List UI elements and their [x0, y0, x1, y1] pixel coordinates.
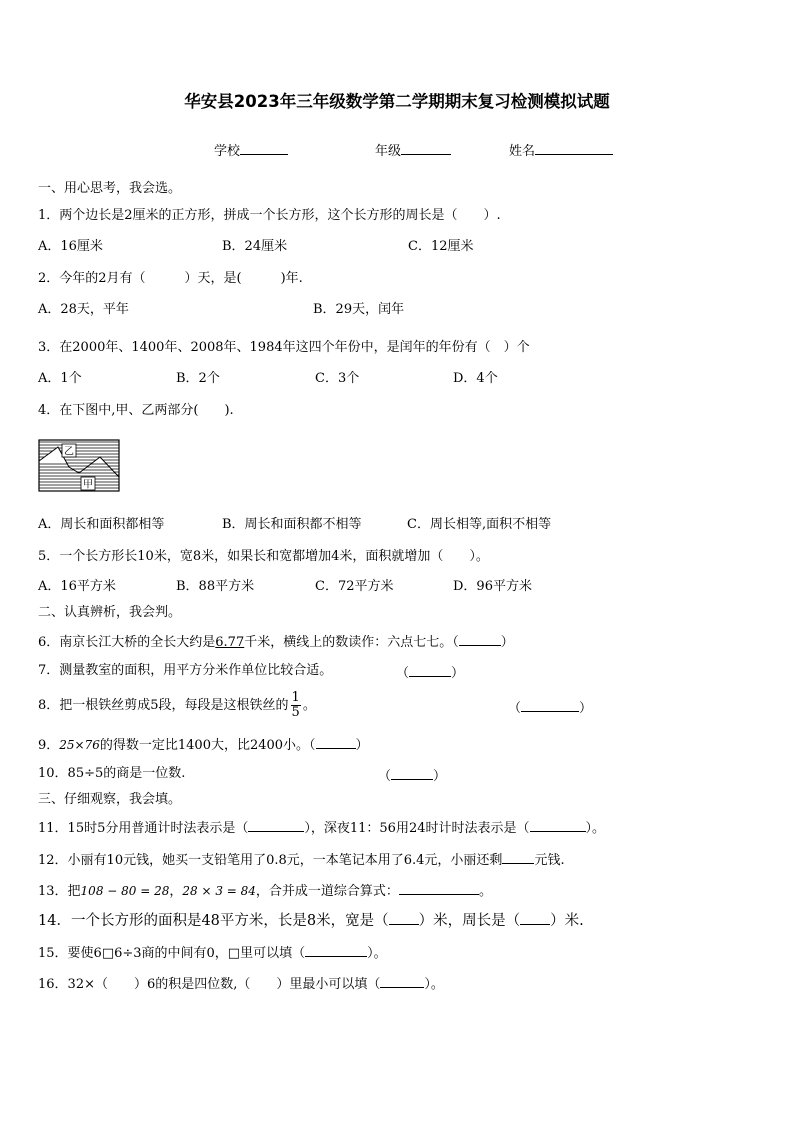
q2-text: 2．今年的2月有（ ）天，是( )年. [38, 271, 303, 286]
name-field[interactable] [509, 140, 613, 161]
q9-pre: 9． [38, 738, 60, 753]
q3-option-d[interactable]: D．4个 [453, 371, 498, 386]
q7-text: 7．测量教室的面积，用平方分米作单位比较合适。 [38, 663, 333, 678]
q5-option-c[interactable]: C．72平方米 [315, 579, 394, 594]
q14-close: ）米. [550, 913, 584, 929]
q14-width-blank[interactable] [389, 910, 419, 925]
q9-close: ） [355, 738, 369, 753]
q7-close: ） [451, 666, 465, 681]
q4-label-jia: 甲 [83, 479, 93, 491]
q13-mid: ， [169, 884, 183, 899]
q15-pre: 15．要使6□6÷3商的中间有0，□里可以填（ [38, 946, 306, 961]
page-title: 华安县2023年三年级数学第二学期期末复习检测模拟试题 [184, 92, 610, 111]
q3-option-c[interactable]: C．3个 [315, 371, 360, 386]
name-label: 姓名 [509, 144, 536, 159]
q6-number: 6.77 [215, 635, 245, 650]
q12-pre: 12．小丽有10元钱，她买一支铅笔用了0.8元，一本笔记本用了6.4元，小丽还剩 [38, 853, 503, 868]
q8-answer-blank[interactable] [521, 697, 579, 712]
q16-row [38, 973, 444, 994]
school-blank[interactable] [240, 140, 288, 155]
q4-option-b[interactable]: B．周长和面积都不相等 [222, 517, 362, 532]
grade-label: 年级 [375, 144, 402, 159]
q4-figure [38, 439, 120, 492]
section-3-heading: 三、仔细观察，我会填。 [38, 792, 182, 807]
name-blank[interactable] [535, 140, 613, 155]
q16-pre: 16．32×（ ）6的积是四位数,（ ）里最小可以填（ [38, 977, 381, 992]
q8-text: 8．把一根铁丝剪成5段，每段是这根铁丝的 [38, 698, 289, 713]
q9-answer-blank[interactable] [316, 734, 356, 749]
q11-row [38, 817, 605, 838]
q8-end: 。 [302, 698, 316, 713]
q1-option-b[interactable]: B．24厘米 [222, 239, 288, 254]
q12-blank[interactable] [502, 849, 534, 864]
q6-post: 千米，横线上的数读作：六点七七。（ [244, 635, 459, 650]
section-2-heading: 二、认真辨析，我会判。 [38, 605, 182, 620]
q11-close: ）。 [585, 821, 606, 836]
school-field[interactable] [214, 140, 288, 161]
q9-expression: 25×76 [59, 738, 100, 752]
q9-row [38, 734, 369, 755]
q3-option-a[interactable]: A．1个 [38, 371, 82, 386]
q7-answer[interactable] [396, 662, 464, 683]
q4-option-c[interactable]: C．周长相等,面积不相等 [407, 517, 552, 532]
q11-blank-2[interactable] [530, 817, 586, 832]
q13-row [38, 880, 492, 901]
q6-pre: 6．南京长江大桥的全长大约是 [38, 635, 216, 650]
q15-close: ）。 [367, 946, 387, 961]
grade-blank[interactable] [401, 140, 451, 155]
q11-blank-1[interactable] [248, 817, 304, 832]
q12-post: 元钱. [534, 853, 565, 868]
q10-answer[interactable] [378, 765, 446, 786]
q14-mid: ）米，周长是（ [418, 913, 521, 929]
q13-expression-1: 108 − 80 = 28 [80, 884, 170, 898]
q8-paren: （ [508, 701, 522, 716]
q13-end: 。 [478, 884, 492, 899]
q4-option-a[interactable]: A．周长和面积都相等 [38, 517, 165, 532]
q10-text: 10．85÷5的商是一位数. [38, 766, 186, 781]
q13-pre: 13．把 [38, 884, 81, 899]
q13-post: ，合并成一道综合算式： [255, 884, 399, 899]
q2-option-b[interactable]: B．29天，闰年 [313, 302, 405, 317]
q14-pre: 14．一个长方形的面积是48平方米，长是8米，宽是（ [38, 913, 389, 929]
q7-answer-blank[interactable] [409, 662, 451, 677]
q13-expression-2: 28 × 3 = 84 [182, 884, 256, 898]
grade-field[interactable] [375, 140, 451, 161]
q5-option-b[interactable]: B．88平方米 [176, 579, 255, 594]
q1-option-c[interactable]: C．12厘米 [408, 239, 474, 254]
q13-answer-blank[interactable] [399, 880, 479, 895]
q11-pre: 11．15时5分用普通计时法表示是（ [38, 821, 249, 836]
q16-close: ）。 [424, 977, 444, 992]
q8-fraction [291, 691, 301, 720]
q2-option-a[interactable]: A．28天，平年 [38, 302, 129, 317]
q9-post: 的得数一定比1400大，比2400小。（ [99, 738, 316, 753]
q15-row [38, 942, 387, 963]
q6-answer-blank[interactable] [459, 631, 501, 646]
q5-option-d[interactable]: D．96平方米 [453, 579, 532, 594]
q5-option-a[interactable]: A．16平方米 [38, 579, 116, 594]
q5-text: 5．一个长方形长10米，宽8米，如果长和宽都增加4米，面积就增加（ ）。 [38, 549, 489, 564]
q4-label-yi: 乙 [64, 446, 74, 458]
q14-perimeter-blank[interactable] [520, 910, 550, 925]
q8-numerator: 1 [291, 690, 300, 705]
q14-row [38, 910, 584, 930]
section-1-heading: 一、用心思考，我会选。 [38, 181, 182, 196]
q7-paren: （ [396, 666, 410, 681]
q11-mid: ），深夜11：56用24时计时法表示是（ [304, 821, 530, 836]
q3-option-b[interactable]: B．2个 [176, 371, 220, 386]
school-label: 学校 [214, 144, 241, 159]
q12-row [38, 849, 565, 870]
q10-paren: （ [378, 769, 392, 784]
q1-option-a[interactable]: A．16厘米 [38, 239, 103, 254]
q6-row [38, 631, 514, 652]
q1-text: 1．两个边长是2厘米的正方形，拼成一个长方形，这个长方形的周长是（ ）. [38, 208, 501, 223]
q8-answer[interactable] [508, 697, 592, 718]
q10-answer-blank[interactable] [391, 765, 433, 780]
q3-text: 3．在2000年、1400年、2008年、1984年这四个年份中，是闰年的年份有（ ）个 [38, 340, 530, 355]
q4-text: 4．在下图中,甲、乙两部分( ). [38, 403, 234, 418]
q8-close: ） [579, 701, 593, 716]
q6-close: ） [500, 635, 514, 650]
q15-answer-blank[interactable] [305, 942, 367, 957]
q16-answer-blank[interactable] [380, 973, 424, 988]
q10-close: ） [433, 769, 447, 784]
q8-denominator: 5 [291, 705, 300, 720]
q8-row [38, 690, 316, 722]
